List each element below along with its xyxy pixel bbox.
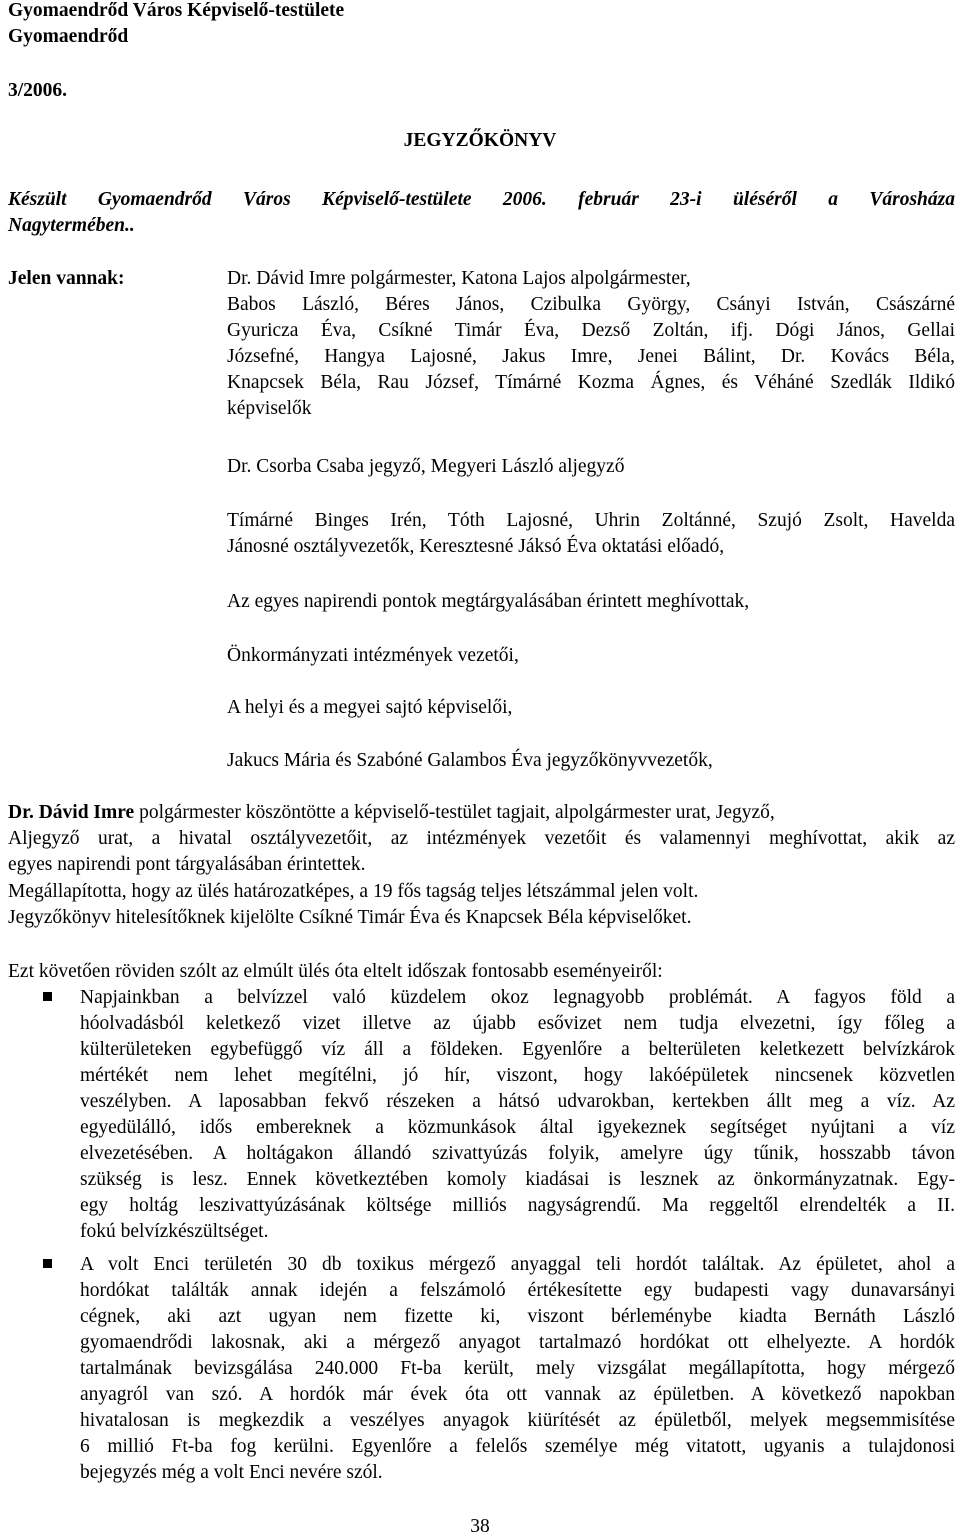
staff-line: Tímárné Binges Irén, Tóth Lajosné, Uhrin Zoltánné, Szujó Zsolt, Havelda: [227, 510, 955, 531]
invited-line: Az egyes napirendi pontok megtárgyalásában érintett meghívottak,: [227, 591, 750, 612]
town-name: Gyomaendrőd: [8, 26, 129, 47]
institutions-line: Önkormányzati intézmények vezetői,: [227, 645, 519, 666]
bullet-line: 6 millió Ft-ba fog kerülni. Egyenlőre a felelős személye még vitatott, ugyanis a tulajdonosi: [80, 1436, 955, 1457]
bullet-line: hivatalosan is megkezdik a veszélyes anyagok kiürítését az épületből, melyek megsemmisítése: [80, 1410, 955, 1431]
members-line: képviselők: [227, 398, 312, 419]
staff-line: Jánosné osztályvezetők, Keresztesné Jáksó Éva oktatási előadó,: [227, 536, 725, 557]
quorum-line: Megállapította, hogy az ülés határozatképes, a 19 fős tagság teljes létszámmal jelen volt.: [8, 881, 699, 902]
speaker-name: Dr. Dávid Imre: [8, 802, 135, 823]
bullet-line: mértékét nem lehet megítélni, jó hír, viszont, hogy lakóépületek nincsenek közvetlen: [80, 1065, 955, 1086]
opening-line-3: egyes napirendi pont tárgyalásában érintettek.: [8, 854, 366, 875]
opening-line-1: [8, 800, 955, 826]
bullet-line: A volt Enci területén 30 db toxikus mérgező anyaggal teli hordót találtak. Az épületet, ahol a: [80, 1254, 955, 1275]
document-title: JEGYZŐKÖNYV: [403, 130, 557, 151]
bullet-line: tartalmának bevizsgálása 240.000 Ft-ba került, mely vizsgálat megállapította, hogy mérgező: [80, 1358, 955, 1379]
members-line: Knapcsek Béla, Rau József, Tímárné Kozma Ágnes, és Véháné Szedlák Ildikó: [227, 372, 955, 393]
bullet-line: hordókat találták annak idején a felszámoló értékesítette egy budapesti vagy dunavarsányi: [80, 1280, 955, 1301]
report-intro: Ezt követően röviden szólt az elmúlt ülés óta eltelt időszak fontosabb eseményeiről:: [8, 961, 663, 982]
bullet-line: Napjainkban a belvízzel való küzdelem okoz legnagyobb problémát. A fagyos föld a: [80, 987, 955, 1008]
bullet-line: veszélyben. A laposabban fekvő részeken a hátsó udvarokban, kertekben állt meg a víz. Az: [80, 1091, 955, 1112]
opening-text: polgármester köszöntötte a képviselő-testület tagjait, alpolgármester urat, Jegyző,: [134, 802, 775, 823]
recorders-line: Jakucs Mária és Szabóné Galambos Éva jegyzőkönyvvezetők,: [227, 750, 713, 771]
press-line: A helyi és a megyei sajtó képviselői,: [227, 697, 513, 718]
members-line: Babos László, Béres János, Czibulka György, Csányi István, Császárné: [227, 294, 955, 315]
page-number: 38: [470, 1516, 490, 1537]
bullet-line: külterületeken egybefüggő víz áll a földeken. Egyenlőre a belterületen keletkezett belvízkárok: [80, 1039, 955, 1060]
bullet-line: cégnek, aki azt ugyan nem fizette ki, viszont bérleménybe kiadta Bernáth László: [80, 1306, 955, 1327]
bullet-line: elvezetésében. A holtágakon állandó szivattyúzás folyik, amelyre úgy tűnik, hosszabb távon: [80, 1143, 955, 1164]
present-label: Jelen vannak:: [8, 268, 125, 289]
members-line: Józsefné, Hangya Lajosné, Jakus Imre, Jenei Bálint, Dr. Kovács Béla,: [227, 346, 955, 367]
bullet-line: fokú belvízkészültséget.: [80, 1221, 269, 1242]
bullet-line: egyedülálló, idős embereknek a közmunkások által igyekeznek segítséget nyújtani a víz: [80, 1117, 955, 1138]
intro-line-2: Nagytermében..: [8, 215, 135, 236]
bullet-line: gyomaendrődi lakosnak, aki a mérgező anyagot tartalmazó hordókat ott elhelyezte. A hordók: [80, 1332, 955, 1353]
bullet-line: szükség is lesz. Ennek következtében komoly kiadásai is lesznek az önkormányzatnak. Egy-: [80, 1169, 955, 1190]
bullet-square-icon: [43, 992, 52, 1001]
members-line: Gyuricza Éva, Csíkné Timár Éva, Dezső Zoltán, ifj. Dógi János, Gellai: [227, 320, 955, 341]
bullet-line: hóolvadásból keletkező vizet illetve az újabb esővizet nem tudja elvezetni, így főleg a: [80, 1013, 955, 1034]
intro-line-1: Készült Gyomaendrőd Város Képviselő-testülete 2006. február 23-i üléséről a Városháza: [8, 189, 955, 210]
opening-line-2: Aljegyző urat, a hivatal osztályvezetőit, az intézmények vezetőit és valamennyi meghívottat, akik az: [8, 828, 955, 849]
bullet-square-icon: [43, 1259, 52, 1268]
bullet-line: bejegyzés még a volt Enci nevére szól.: [80, 1462, 383, 1483]
council-name: Gyomaendrőd Város Képviselő-testülete: [8, 0, 345, 21]
notary-line: Dr. Csorba Csaba jegyző, Megyeri László aljegyző: [227, 456, 625, 477]
authenticators-line: Jegyzőkönyv hitelesítőknek kijelölte Csíkné Timár Éva és Knapcsek Béla képviselőket.: [8, 907, 692, 928]
bullet-line: egy holtág leszivattyúzásának költsége milliós nagyságrendű. Ma reggeltől elrendelték a II.: [80, 1195, 955, 1216]
members-line: Dr. Dávid Imre polgármester, Katona Lajos alpolgármester,: [227, 268, 691, 289]
bullet-line: anyagról van szó. A hordók már évek óta ott vannak az épületben. A következő napokban: [80, 1384, 955, 1405]
document-number: 3/2006.: [8, 80, 68, 101]
